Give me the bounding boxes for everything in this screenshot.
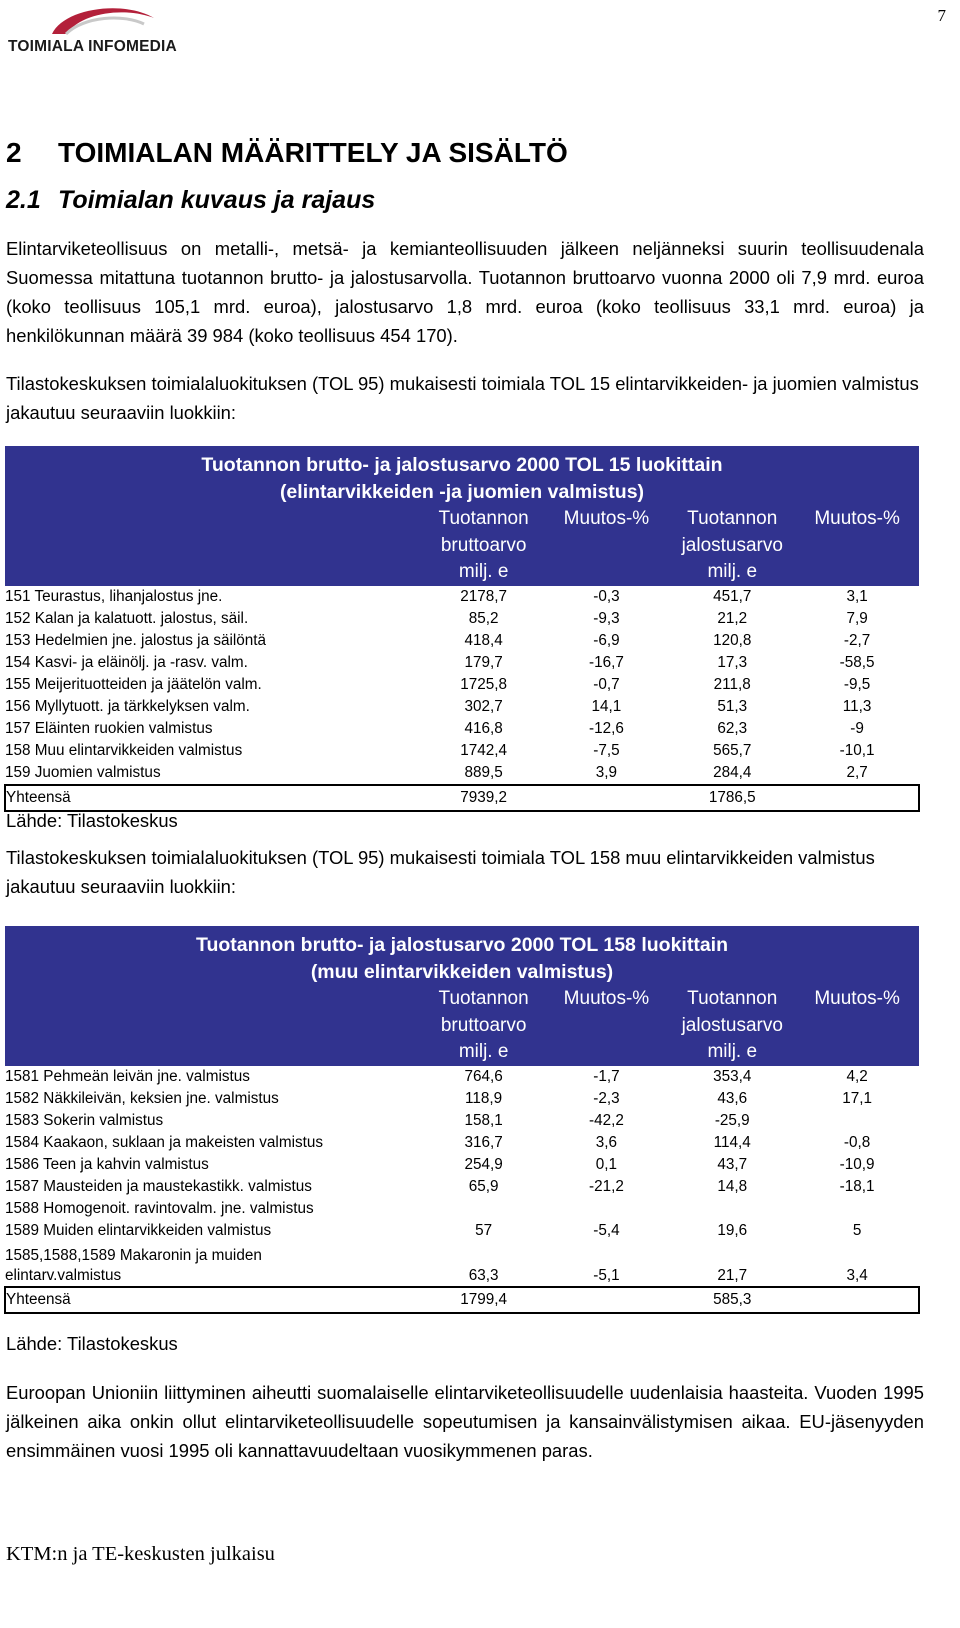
table-column-headers [5,506,919,586]
cell-v3: 43,6 [717,1089,748,1107]
row-label: 151 Teurastus, lihanjalostus jne. [5,587,223,605]
cell-v2: -9,3 [593,609,620,627]
table-row [5,1154,919,1176]
table-row [5,630,919,652]
col-header-jalostusarvo: Tuotannon jalostusarvo milj. e [669,506,795,586]
logo-text: TOIMIALA INFOMEDIA [8,38,177,55]
cell-v2 [544,1198,670,1220]
cell-v4: 17,1 [842,1089,872,1107]
cell-v1: 1725,8 [460,675,508,693]
footer-text: KTM:n ja TE-keskusten julkaisu [6,1543,275,1565]
row-label: 1586 Teen ja kahvin valmistus [5,1155,209,1173]
subsection-number: 2.1 [6,186,41,214]
table-column-headers [5,986,919,1066]
row-label: 158 Muu elintarvikkeiden valmistus [5,741,243,759]
table-row [5,1066,919,1088]
logo [4,2,194,58]
cell-v1: 85,2 [468,609,499,627]
page-number: 7 [937,6,946,25]
cell-v3: 43,7 [717,1155,748,1173]
table-row [5,1220,919,1242]
table-row [5,608,919,630]
cell-v1: 57 [475,1221,493,1239]
cell-v1: 302,7 [464,697,503,715]
col-header-jalostusarvo: Tuotannon jalostusarvo milj. e [669,986,795,1066]
cell-v3 [669,1198,795,1220]
table-row [5,762,919,785]
cell-v3: 114,4 [713,1133,751,1151]
paragraph-eu: Euroopan Unioniin liittyminen aiheutti suomalaiselle elintarviketeollisuudelle uudenlaisia haasteita. Vuoden 1995 jälkeinen aika onkin ollut elintarviketeollisuudelle sopeutumisen ja kansainvälistymisen aikaa. EU-jäsenyyden ensimmäinen vuosi 1995 oli kannattavuudeltaan vuosikymmenen paras. [6,1382,924,1461]
table-row: 1585,1588,1589 Makaronin ja muiden elintarv.valmistus 63,3 -5,1 21,7 3,4 [5,1246,868,1284]
cell-v2: -12,6 [589,719,624,737]
table-row [5,1132,919,1154]
cell-v2: -16,7 [589,653,624,671]
row-label: 1582 Näkkileivän, keksien jne. valmistus [5,1089,279,1107]
cell-v3: 51,3 [717,697,748,715]
cell-v2: 14,1 [591,697,622,715]
table-total-row: Yhteensä 7939,2 1786,5 [5,785,919,811]
cell-v3: 21,2 [717,609,748,627]
cell-v2: -0,3 [593,587,620,605]
cell-v2: -42,2 [589,1111,624,1129]
cell-v3: 19,6 [717,1221,748,1239]
row-label: 1584 Kaakaon, suklaan ja makeisten valmistus [5,1133,324,1151]
paragraph-intro: Elintarviketeollisuus on metalli-, metsä- ja kemianteollisuuden jälkeen neljänneksi suurin teollisuudenala Suomessa mitattuna tuotannon brutto- ja jalostusarvolla. Tuotannon bruttoarvo vuonna 2000 oli 7,9 mrd. euroa (koko teollisuus 105,1 mrd. euroa), jalostusarvo 1,8 mrd. euroa (koko teollisuus 33,1 mrd. euroa) ja henkilökunnan määrä 39 984 (koko teollisuus 454 170). [6,238,924,346]
table-tol158 [4,926,920,1314]
table-title-line2: (muu elintarvikkeiden valmistus) [310,961,614,983]
cell-v3: 451,7 [713,587,752,605]
cell-v4: 11,3 [842,697,872,715]
row-label: 156 Myllytuott. ja tärkkelyksen valm. [5,697,250,715]
cell-v4: -2,7 [843,631,871,649]
paragraph-tol15: Tilastokeskuksen toimialaluokituksen (TOL 95) mukaisesti toimiala TOL 15 elintarvikkeiden- ja juomien valmistus jakautuu seuraaviin luokkiin: [6,373,919,423]
cell-v2: -21,2 [589,1177,624,1195]
section-title: TOIMIALAN MÄÄRITTELY JA SISÄLTÖ [58,137,568,168]
logo-swoosh-icon [4,2,184,42]
col-header-bruttoarvo: Tuotannon bruttoarvo milj. e [424,986,544,1066]
col-header-muutos-2: Muutos-% [795,986,919,1066]
cell-v4: -9,5 [843,675,871,693]
table-source: Lähde: Tilastokeskus [6,1333,178,1354]
cell-v4: 3,1 [846,587,868,605]
subsection-title: Toimialan kuvaus ja rajaus [58,186,376,214]
table-source: Lähde: Tilastokeskus [6,810,178,831]
cell-v1: 316,7 [464,1133,503,1151]
cell-v4: -9 [850,719,864,737]
col-header-muutos: Muutos-% [544,506,670,586]
table-row [5,1110,919,1132]
cell-v1: 764,6 [464,1067,503,1085]
row-label: 152 Kalan ja kalatuott. jalostus, säil. [5,609,249,627]
cell-v4: -58,5 [839,653,875,671]
cell-v4: 4,2 [846,1067,868,1085]
cell-v3: 284,4 [713,763,752,781]
table-row [5,674,919,696]
table-title-row [5,926,919,986]
table-title-row [5,446,919,506]
cell-v3: 14,8 [717,1177,748,1195]
cell-v1: 2178,7 [460,587,508,605]
table-tol15 [4,446,920,812]
cell-v4 [795,1110,919,1132]
row-label: 154 Kasvi- ja eläinölj. ja -rasv. valm. [5,653,248,671]
col-header-bruttoarvo: Tuotannon bruttoarvo milj. e [424,506,544,586]
cell-v1: 65,9 [468,1177,499,1195]
row-label: 1589 Muiden elintarvikkeiden valmistus [5,1221,272,1239]
cell-v3: 62,3 [717,719,748,737]
table-row [5,652,919,674]
cell-v3: 17,3 [717,653,748,671]
cell-v2: 0,1 [595,1155,618,1173]
cell-v4 [795,1198,919,1220]
table-row [5,696,919,718]
row-label: 1583 Sokerin valmistus [5,1111,164,1129]
cell-v2: -5,4 [593,1221,620,1239]
col-header-muutos: Muutos-% [544,986,670,1066]
table-title-line1: Tuotannon brutto- ja jalostusarvo 2000 TOL 15 luokittain [201,454,723,476]
subsection-heading [6,186,375,215]
cell-v1: 1742,4 [460,741,508,759]
cell-v2: 3,9 [595,763,618,781]
cell-v2: 3,6 [595,1133,618,1151]
cell-v4: -18,1 [839,1177,875,1195]
cell-v3: 120,8 [713,631,752,649]
section-number: 2 [6,137,22,168]
table-row [5,1088,919,1110]
table-title-line2: (elintarvikkeiden -ja juomien valmistus) [279,481,645,503]
cell-v3: 565,7 [713,741,752,759]
cell-v4: -0,8 [843,1133,871,1151]
section-heading [6,137,568,169]
row-label: 157 Eläinten ruokien valmistus [5,719,213,737]
cell-v1: 889,5 [464,763,503,781]
cell-v1: 118,9 [465,1089,503,1107]
cell-v2: -1,7 [593,1067,620,1085]
table-total-row: Yhteensä 1799,4 585,3 [5,1287,919,1313]
cell-v2: -0,7 [593,675,620,693]
col-header-muutos-2: Muutos-% [795,506,919,586]
table-row [5,1198,919,1220]
row-label: 1581 Pehmeän leivän jne. valmistus [5,1067,250,1085]
cell-v3: 353,4 [713,1067,752,1085]
row-label: 153 Hedelmien jne. jalostus ja säilöntä [5,631,267,649]
row-label: 1587 Mausteiden ja maustekastikk. valmistus [5,1177,312,1195]
cell-v3: -25,9 [714,1111,750,1129]
cell-v1: 416,8 [464,719,503,737]
table-row [5,586,919,608]
cell-v4: -10,9 [839,1155,875,1173]
cell-v4: 7,9 [846,609,868,627]
cell-v2: -6,9 [593,631,620,649]
row-label: 159 Juomien valmistus [5,763,161,781]
table-row [5,740,919,762]
cell-v3: 211,8 [713,675,751,693]
table-row [5,718,919,740]
cell-v4: -10,1 [839,741,875,759]
paragraph-tol158: Tilastokeskuksen toimialaluokituksen (TOL 95) mukaisesti toimiala TOL 158 muu elintarvikkeiden valmistus jakautuu seuraaviin luokkiin: [6,847,875,897]
table-row [5,1176,919,1198]
cell-v4: 5 [852,1221,862,1239]
cell-v4: 2,7 [846,763,868,781]
cell-v2: -2,3 [593,1089,620,1107]
row-label: 1588 Homogenoit. ravintovalm. jne. valmistus [5,1199,314,1217]
cell-v1: 254,9 [464,1155,503,1173]
cell-v2: -7,5 [593,741,620,759]
table-title-line1: Tuotannon brutto- ja jalostusarvo 2000 TOL 158 luokittain [195,934,728,956]
row-label: 155 Meijerituotteiden ja jäätelön valm. [5,675,262,693]
cell-v1: 418,4 [464,631,503,649]
cell-v1 [424,1198,544,1220]
cell-v1: 179,7 [464,653,503,671]
cell-v1: 158,1 [464,1111,503,1129]
